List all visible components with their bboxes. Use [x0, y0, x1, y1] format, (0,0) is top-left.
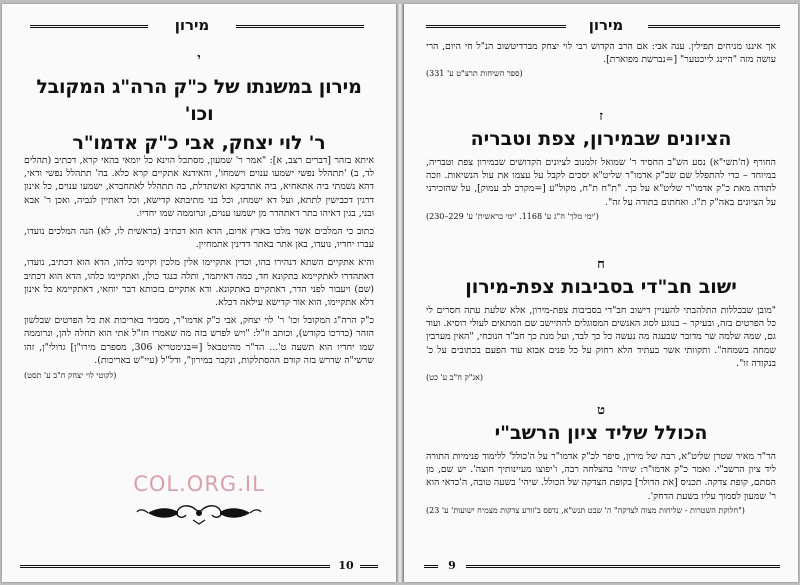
paragraph: כתוב כי המלכים אשר מלכו בארץ אדום, הדא הוא דכתיב (בראשית לו, לא) הנה המלכים נועדו, עברו יחדיו, נועדו, באן אתר באתר דדינין אתמחיין. [24, 226, 374, 251]
section-letter: ט [597, 403, 605, 418]
title-line-1: מירון במשנתו של כ"ק הרה"ג המקובל וכו' [36, 76, 362, 125]
footer-rule [424, 565, 438, 568]
source-citation: (לקוטי לוי יצחק ח"ב ע' תסט) [24, 371, 117, 381]
section-title: הציונים שבמירון, צפת וטבריה [470, 128, 732, 150]
header-rule [426, 25, 566, 28]
section-letter: ח [597, 257, 605, 272]
header-rule [30, 25, 148, 28]
page-number: 10 [338, 559, 354, 572]
section-letter: ז [599, 109, 603, 124]
watermark: COL.ORG.IL [133, 472, 265, 496]
section-7 [426, 108, 776, 222]
left-page [2, 4, 396, 582]
header-title: מירון [588, 16, 624, 34]
right-page [404, 4, 798, 582]
paragraph: איתא בזהר [דברים רצב, א]: "אמר ר' שמעון, מסתכל הוינא כל יומאי בהאי קרא, דכתיב (תהלים לד, ב) 'תתהלל נפשי ישמעו ענוים וישמחו', והאידנא אתקיים קרא כלא. בה' תתהלל נפשי ודאי, דהא נשמתי ביה אתאחיא, ביה אתדבקא ואשתדלת, בה תתהלל לאתחברא, ישמעו ענוים, כל אינון דרגין דכבישין לתתא, ועל דא ישמחו, וכל בני מתיבתא קדישא, וכל דאתיין לגביה, ואכן ר' אבא ובני, בגין דאיהו בתר דאתהדר מן ישמעו ענוים, ונרוממה שמו יחדיו. [24, 155, 374, 219]
ornament-icon [134, 500, 264, 526]
article-body [24, 154, 374, 381]
source-citation: ('ימי מלך' ח"ג ע' 1168. 'ימי בראשית' ע' 229–230) [426, 211, 599, 221]
page-number: 9 [448, 559, 456, 572]
paragraph: הר"ר מאיר שטרן שליט"א, רבה של מירון, סיפר לכ"ק אדמו"ר על ה'כולל' ללימוד פנימיות התורה ליד ציון הרשב"י. ואמר כ"ק אדמו"ר: שיהי' בהצלחה רבה, ו'יפוצו מעיינותיך חוצה'. יש שם, מן הסתם, קופת צדקה. תכניס [את הדולר] בקופת הצדקה של הכולל. שיהי' בשעה טובה, ה'כדאי הוא ר' שמעון לסמוך עליו בשעת הדחק'. [426, 451, 776, 502]
source-citation: ("חלוקת השטרות - שליחות מצוה לצדקה" ה' שבט תנש"א, נדפס ב'זורע צדקות מצמיח ישועות' ע' 23) [426, 505, 745, 515]
source-citation: (ספר השיחות תרצ"ט ע' 331) [426, 69, 523, 79]
running-header [2, 16, 396, 36]
section-title: הכולל שליד ציון הרשב"י [494, 422, 708, 444]
section-title: ישוב חב"די בסביבות צפת-מירון [465, 276, 737, 298]
page-footer [404, 559, 798, 573]
section-letter: י [197, 51, 201, 66]
paragraph: והיא אתקיים השתא דנהירו בהו, וכדין אתקיימו אלין מלכין וקיימו כלהו, הדא הוא דכתיב, נועדו, דאתהדרו לאתקיימא בתקונא חד, כמה דאיתמר, ותלה כנגד כולן, ואתקיימו כלהו, הדא הוא דכתיב (שם) ויעבור לפני הדר, דאתקיים באתקונא. ודא אתקיים בזכותא דבר יוחאי, דאתקיימא כל אינון דלא אתקיימו, הוא אור קדישא עילאה דכלא. [24, 257, 374, 309]
footer-rule [360, 565, 378, 568]
header-rule [236, 25, 364, 28]
continued-text [426, 40, 776, 79]
article-title [24, 74, 374, 157]
title-line-2: ר' לוי יצחק, אבי כ"ק אדמו"ר [72, 132, 326, 154]
footer-rule [466, 565, 780, 568]
page-footer [2, 559, 396, 573]
section-9 [426, 402, 776, 516]
paragraph: החורף (ה'תשי"א) נסע הש"ב החסיד ר' שמואל זלמנוב לציונים הקדושים שבמירון צפת וטבריה, במיוחד – כדי להתפלל שם שכ"ק אדמו"ר שליט"א יסכים לקבל על עצמו את עול הנשיאות. וזכה לתודה מאת כ"ק אדמו"ר שליט"א על כך. "ת"ח ת"ח, מקול"ע [=מקרב לב עמוק], על שהזכירני על הציונים באה"ק ת"ו. ואחתום בתודה על זה". [426, 157, 776, 208]
footer-rule [20, 565, 330, 568]
running-header [404, 16, 798, 36]
paragraph: כ"ק הרה"ג המקובל וכו' ר' לוי יצחק, אבי כ"ק אדמו"ר, מסביר באריכות את כל הפרטים שבלשון הזהר (כדרכו בקודש), וכותב וז"ל: "ויש לפרש בזה מה שאמרו חז"ל אתי הוא תחלה להן, ונרוממה שמו יחדיו הוא תשעה ט'... הד"ר מהיטבאל [=בגימטריא 306, מספרם מירו"ן] גדולי"ן, זהו שרשי"ה שדרש בזה קודם ההסתלקות, ונקבר במירון", ודל"ל (עיי"ש באריכות). [24, 315, 374, 366]
header-title: מירון [174, 16, 210, 34]
header-rule [648, 25, 780, 28]
book-gutter [396, 4, 404, 582]
source-citation: (אג"ק ח"ב ע' כט) [426, 373, 484, 383]
section-8 [426, 256, 776, 383]
paragraph: "מובן שבכללות התלהבתי להעניין דישוב חב"די בסביבות צפת-מירון, אלא שלעת עתה חסרים לי כל הפרטים בזה, ובעיקר – בנוגע לסוג האנשים המסוגלים להתיישב שם המתאים לעולי רוסיא. ועוד גם, שמה שלמה שר מדובר שבעגה מה נעשה כל כך לבד, ועל מנת כך חב"ד הנוכחי, "האין מערבין שמחה בשמחה". ותקוותי אשר בעתיד הלא רחוק על כל פנים אבוא עוד הפעם בכתובים על כ' בנקודה זו". [426, 305, 776, 369]
paragraph: אך איננו מניחים תפילין. ענה אבי: אם הרב הקדוש רבי לוי יצחק מברדיטשוב הנ"ל חי היום, הרי עושה מזה "היינג לייכטער" [=נברשת מפוארת]. [426, 41, 776, 66]
